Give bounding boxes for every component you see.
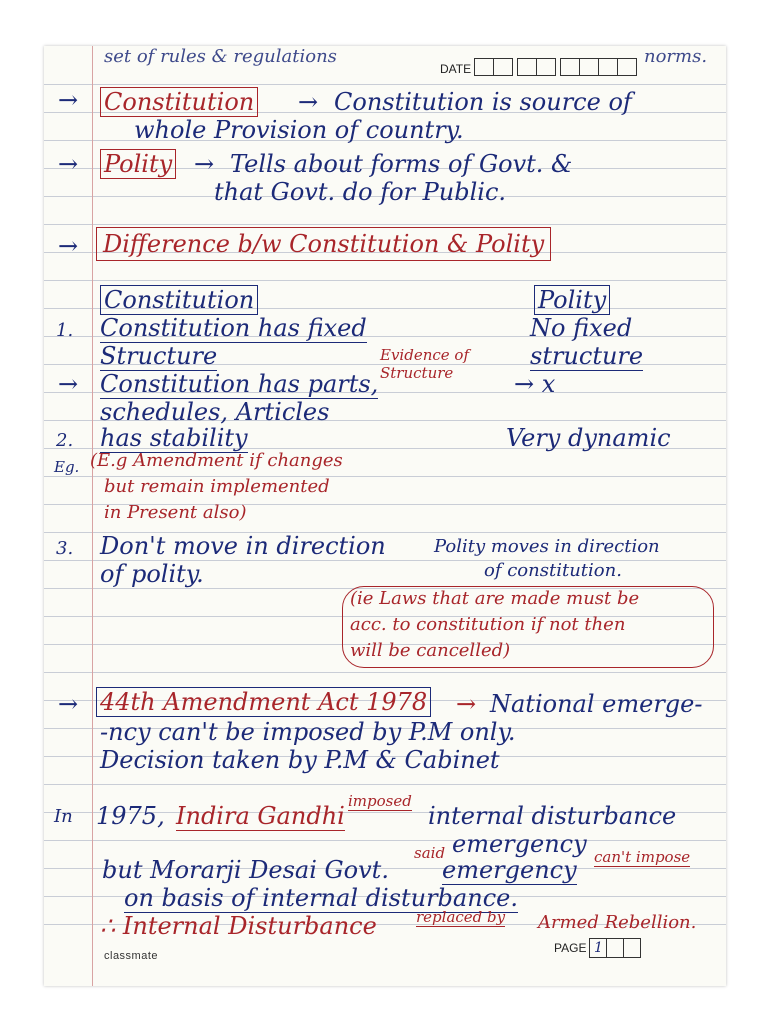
bullet-arrow: → <box>58 690 79 718</box>
eg-note-line1: (E.g Amendment if changes <box>90 450 343 471</box>
constitution-definition-line2: whole Provision of country. <box>134 116 464 144</box>
eg-marker: Eg. <box>54 458 80 476</box>
point1b-line2: schedules, Articles <box>100 398 330 426</box>
amendment-line2: -ncy can't be imposed by P.M only. <box>100 718 516 746</box>
notebook-page <box>44 46 726 986</box>
bullet-arrow: → <box>58 150 79 178</box>
point2-constitution: has stability <box>100 424 248 452</box>
polity-definition-line2: that Govt. do for Public. <box>214 178 507 206</box>
arrow: → <box>456 690 477 718</box>
in-emergency-2: emergency <box>442 856 577 884</box>
point1-polity-line1: No fixed <box>530 314 633 342</box>
point3-constitution-line2: of polity. <box>100 560 204 588</box>
in-emergency: emergency <box>452 830 587 858</box>
amendment-title: 44th Amendment Act 1978 <box>96 688 431 716</box>
evidence-of-structure-note: Evidence of Structure <box>380 346 469 382</box>
in-internal-disturbance: internal disturbance <box>428 802 677 830</box>
arrow: → <box>194 150 215 178</box>
polity-term: Polity <box>100 150 176 178</box>
point2-polity: Very dynamic <box>506 424 671 452</box>
partial-top-left-text: set of rules & regulations <box>104 46 337 67</box>
column-header-constitution: Constitution <box>100 286 258 314</box>
in-marker: In <box>54 806 73 827</box>
point-number: 3. <box>56 538 74 559</box>
difference-heading: Difference b/w Constitution & Polity <box>96 230 551 258</box>
bullet-arrow: → <box>58 86 79 114</box>
ie-note-line1: (ie Laws that are made must be <box>350 588 640 609</box>
in-imposed: imposed <box>348 792 412 810</box>
ie-note-line2: acc. to constitution if not then <box>350 614 626 635</box>
ruled-line <box>44 280 726 281</box>
date-label: DATE <box>440 61 472 76</box>
in-armed-rebellion: Armed Rebellion. <box>538 912 697 933</box>
polity-definition-line1: Tells about forms of Govt. & <box>230 150 573 178</box>
in-year: 1975, <box>96 802 165 830</box>
in-basis-line: on basis of internal disturbance. <box>124 884 518 912</box>
ruled-line <box>44 224 726 225</box>
ie-note-line3: will be cancelled) <box>350 640 511 661</box>
in-indira-gandhi: Indira Gandhi <box>176 802 345 830</box>
ruled-line <box>44 84 726 85</box>
arrow: → <box>298 88 319 116</box>
amendment-line3: Decision taken by P.M & Cabinet <box>100 746 500 774</box>
column-header-polity: Polity <box>534 286 610 314</box>
date-field <box>440 58 637 79</box>
page-number-field <box>554 938 641 958</box>
eg-note-line3: in Present also) <box>104 502 247 523</box>
in-internal-disturbance-2: ∴ Internal Disturbance <box>100 912 377 940</box>
point1b-line1: Constitution has parts, <box>100 370 379 398</box>
margin-line <box>92 46 93 986</box>
date-boxes <box>475 58 637 79</box>
point1b-polity: → x <box>514 370 556 398</box>
point3-polity-line1: Polity moves in direction <box>434 536 660 557</box>
classmate-brand: classmate <box>104 950 159 962</box>
bullet-arrow: → <box>58 232 79 260</box>
constitution-term: Constitution <box>100 88 258 116</box>
in-cant-impose: can't impose <box>594 848 691 866</box>
bullet-arrow: → <box>58 370 79 398</box>
eg-note-line2: but remain implemented <box>104 476 330 497</box>
amendment-line1: National emerge- <box>490 690 703 718</box>
point1-constitution-line1: Constitution has fixed <box>100 314 367 342</box>
constitution-definition-line1: Constitution is source of <box>334 88 632 116</box>
point1-polity-line2: structure <box>530 342 644 370</box>
partial-top-right-text: norms. <box>644 46 708 67</box>
ruled-line <box>44 784 726 785</box>
point3-polity-line2: of constitution. <box>484 560 622 581</box>
point-number: 2. <box>56 430 74 451</box>
point-number: 1. <box>56 320 74 341</box>
point1-constitution-line2: Structure <box>100 342 218 370</box>
ruled-line <box>44 840 726 841</box>
page-label: PAGE <box>554 941 587 955</box>
in-replaced-by: replaced by <box>416 908 506 926</box>
point3-constitution-line1: Don't move in direction <box>100 532 386 560</box>
ruled-line <box>44 672 726 673</box>
in-morarji-line: but Morarji Desai Govt. <box>102 856 389 884</box>
in-said: said <box>414 844 446 862</box>
page-number: 1 <box>589 938 607 958</box>
